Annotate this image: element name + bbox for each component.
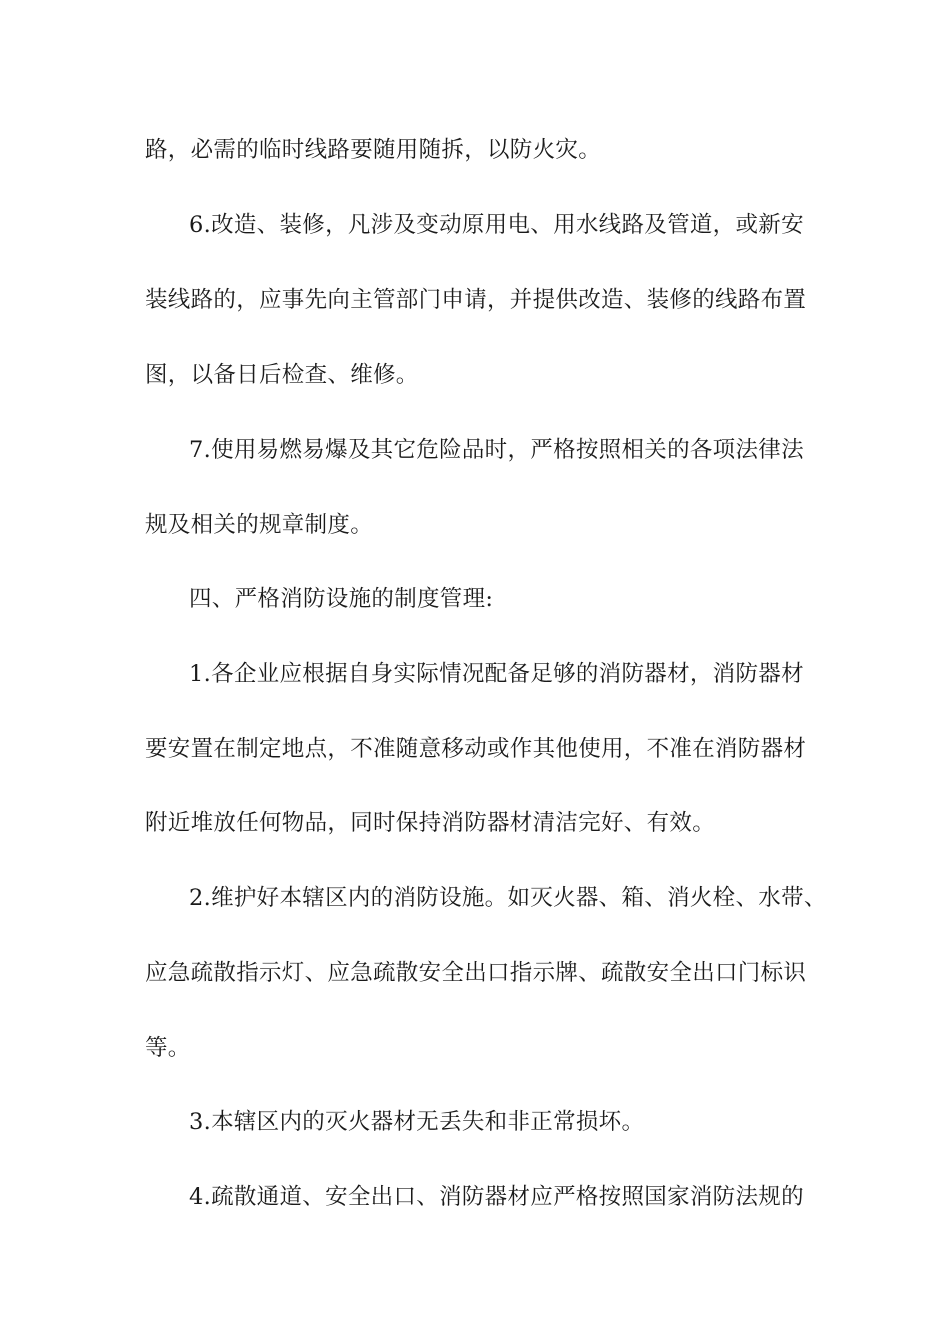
text-line: 规及相关的规章制度。 bbox=[145, 512, 374, 538]
text-line: 3.本辖区内的灭火器材无丢失和非正常损坏。 bbox=[189, 1109, 645, 1135]
text-line: 1.各企业应根据自身实际情况配备足够的消防器材，消防器材 bbox=[189, 661, 804, 687]
text-line: 应急疏散指示灯、应急疏散安全出口指示牌、疏散安全出口门标识 bbox=[145, 960, 807, 986]
section-heading: 四、严格消防设施的制度管理: bbox=[189, 586, 494, 612]
text-line: 等。 bbox=[145, 1035, 191, 1061]
text-line: 附近堆放任何物品，同时保持消防器材清洁完好、有效。 bbox=[145, 810, 716, 836]
text-line: 4.疏散通道、安全出口、消防器材应严格按照国家消防法规的 bbox=[189, 1184, 804, 1210]
text-line: 路，必需的临时线路要随用随拆，以防火灾。 bbox=[145, 137, 602, 163]
text-line: 2.维护好本辖区内的消防设施。如灭火器、箱、消火栓、水带、 bbox=[189, 885, 827, 911]
text-line: 图，以备日后检查、维修。 bbox=[145, 362, 419, 388]
text-line: 要安置在制定地点，不准随意移动或作其他使用，不准在消防器材 bbox=[145, 736, 807, 762]
text-line: 装线路的，应事先向主管部门申请，并提供改造、装修的线路布置 bbox=[145, 287, 807, 313]
text-line: 7.使用易燃易爆及其它危险品时，严格按照相关的各项法律法 bbox=[189, 437, 804, 463]
text-line: 6.改造、装修，凡涉及变动原用电、用水线路及管道，或新安 bbox=[189, 212, 804, 238]
